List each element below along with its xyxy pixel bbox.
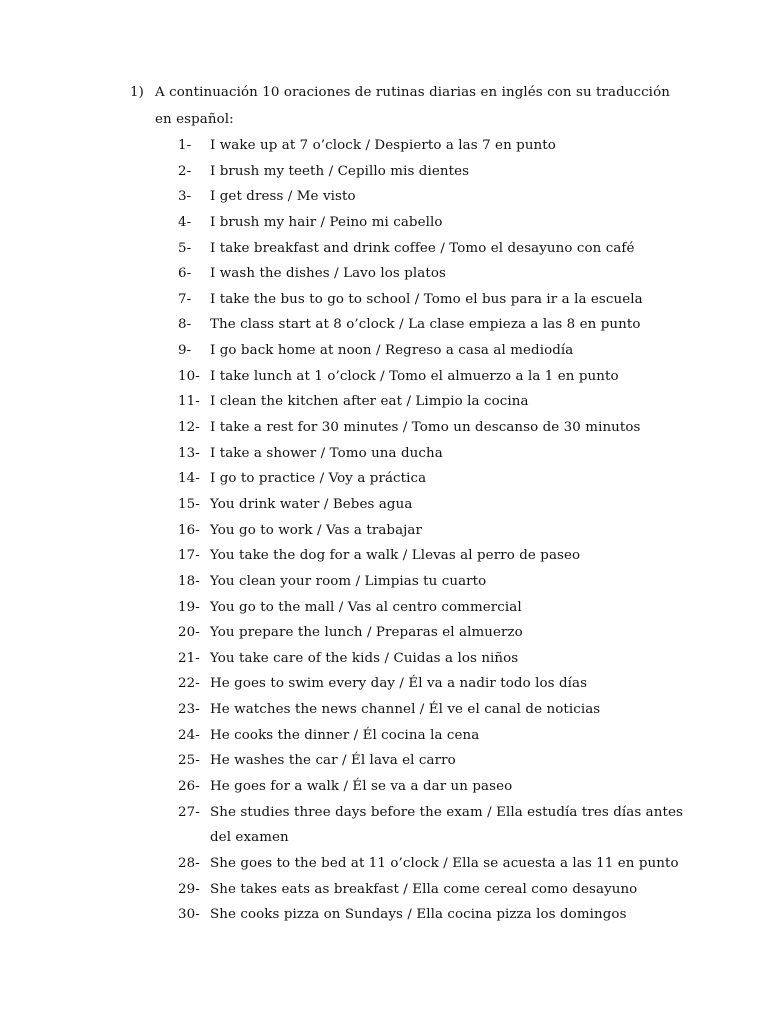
- list-item-number: 7-: [178, 291, 192, 307]
- list-item: [178, 623, 678, 649]
- list-item-number: 15-: [178, 496, 200, 512]
- list-item: [178, 418, 678, 444]
- list-item-sentence: I go back home at noon / Regreso a casa al mediodía: [210, 343, 574, 359]
- list-item-sentence: He washes the car / Él lava el carro: [210, 753, 456, 769]
- list-item-number: 1-: [178, 138, 192, 153]
- list-item: [178, 136, 678, 162]
- list-item-number: 27-: [178, 804, 200, 820]
- list-item-sentence: He watches the news channel / Él ve el canal de noticias: [210, 702, 601, 718]
- list-item-number: 12-: [178, 420, 200, 436]
- list-item: [178, 469, 678, 495]
- list-item: [178, 546, 678, 572]
- list-item-sentence: She cooks pizza on Sundays / Ella cocina pizza los domingos: [210, 907, 627, 923]
- list-item-sentence: I take a shower / Tomo una ducha: [210, 445, 443, 461]
- list-item: [178, 854, 678, 880]
- list-item: [178, 213, 678, 239]
- list-item-sentence: I take a rest for 30 minutes / Tomo un descanso de 30 minutos: [210, 420, 641, 436]
- list-item-number: 10-: [178, 368, 200, 384]
- list-item-number: 29-: [178, 881, 200, 897]
- list-item: [178, 521, 678, 547]
- list-item: [178, 751, 678, 777]
- list-item-sentence: He goes to swim every day / Él va a nadir todo los días: [210, 676, 588, 692]
- list-item-sentence: I clean the kitchen after eat / Limpio la cocina: [210, 394, 529, 410]
- list-item-sentence: I wake up at 7 o’clock / Despierto a las 7 en punto: [210, 138, 556, 153]
- list-item-sentence: I wash the dishes / Lavo los platos: [210, 266, 446, 282]
- list-item: [178, 674, 678, 700]
- list-item-sentence: You clean your room / Limpias tu cuarto: [210, 573, 487, 589]
- sentence-list: [178, 136, 683, 931]
- list-item-sentence: She takes eats as breakfast / Ella come cereal como desayuno: [210, 881, 638, 897]
- list-item-sentence: You go to work / Vas a trabajar: [210, 522, 423, 538]
- list-item-number: 9-: [178, 343, 192, 359]
- list-item: [178, 572, 678, 598]
- list-item: [178, 700, 678, 726]
- list-item-number: 13-: [178, 445, 200, 461]
- list-item-sentence: I take breakfast and drink coffee / Tomo el desayuno con café: [210, 240, 635, 256]
- exercise-instruction-line-2: en español:: [155, 112, 234, 127]
- list-item-number: 25-: [178, 753, 200, 769]
- list-item: [178, 649, 678, 675]
- exercise-number: 1): [130, 85, 144, 100]
- list-item-number: 28-: [178, 855, 200, 871]
- list-item-sentence: You go to the mall / Vas al centro commercial: [210, 599, 522, 615]
- list-item-sentence-continuation: del examen: [210, 830, 289, 846]
- list-item-sentence: She goes to the bed at 11 o’clock / Ella se acuesta a las 11 en punto: [210, 855, 679, 871]
- list-item-sentence: He goes for a walk / Él se va a dar un paseo: [210, 779, 513, 795]
- list-item-number: 20-: [178, 625, 200, 641]
- list-item-number: 14-: [178, 471, 200, 487]
- list-item-number: 8-: [178, 317, 192, 333]
- list-item-sentence: I take lunch at 1 o’clock / Tomo el almuerzo a la 1 en punto: [210, 368, 619, 384]
- list-item-sentence: I take the bus to go to school / Tomo el bus para ir a la escuela: [210, 291, 643, 307]
- list-item-number: 26-: [178, 779, 200, 795]
- list-item: [178, 239, 678, 265]
- list-item: [178, 495, 678, 521]
- list-item-number: 21-: [178, 650, 200, 666]
- list-item: [178, 905, 678, 931]
- list-item-sentence: You take the dog for a walk / Llevas al perro de paseo: [210, 548, 581, 564]
- list-item: [178, 726, 678, 752]
- list-item: [178, 444, 678, 470]
- list-item: [178, 880, 678, 906]
- list-item-number: 16-: [178, 522, 200, 538]
- list-item-sentence: You take care of the kids / Cuidas a los niños: [210, 650, 519, 666]
- list-item-sentence: You prepare the lunch / Preparas el almuerzo: [210, 625, 523, 641]
- list-item-number: 22-: [178, 676, 200, 692]
- list-item-sentence: I brush my hair / Peino mi cabello: [210, 214, 443, 230]
- list-item-number: 17-: [178, 548, 200, 564]
- list-item-number: 2-: [178, 163, 192, 179]
- list-item: [178, 187, 678, 213]
- list-item: [178, 315, 678, 341]
- list-item-sentence: She studies three days before the exam / Ella estudía tres días antes: [210, 804, 683, 820]
- exercise-instruction-line-1: A continuación 10 oraciones de rutinas diarias en inglés con su traducción: [155, 85, 670, 100]
- list-item: [178, 341, 678, 367]
- list-item: [178, 392, 678, 418]
- list-item-number: 24-: [178, 727, 200, 743]
- list-item: [178, 162, 678, 188]
- list-item: [178, 598, 678, 624]
- list-item-number: 19-: [178, 599, 200, 615]
- list-item-number: 11-: [178, 394, 200, 410]
- list-item: [178, 264, 678, 290]
- list-item-number: 5-: [178, 240, 192, 256]
- list-item: [178, 367, 678, 393]
- list-item-number: 4-: [178, 214, 192, 230]
- list-item-sentence: I brush my teeth / Cepillo mis dientes: [210, 163, 470, 179]
- list-item-sentence: He cooks the dinner / Él cocina la cena: [210, 727, 480, 743]
- list-item-sentence: I go to practice / Voy a práctica: [210, 471, 427, 487]
- list-item: [178, 777, 678, 803]
- list-item: [178, 290, 678, 316]
- list-item-number: 18-: [178, 573, 200, 589]
- list-item-number: 3-: [178, 189, 192, 205]
- list-item-sentence: The class start at 8 o’clock / La clase empieza a las 8 en punto: [210, 317, 641, 333]
- list-item: [178, 803, 683, 854]
- list-item-sentence: I get dress / Me visto: [210, 189, 356, 205]
- list-item-number: 23-: [178, 702, 200, 718]
- list-item-sentence: You drink water / Bebes agua: [210, 496, 413, 512]
- list-item-number: 6-: [178, 266, 192, 282]
- list-item-number: 30-: [178, 907, 200, 923]
